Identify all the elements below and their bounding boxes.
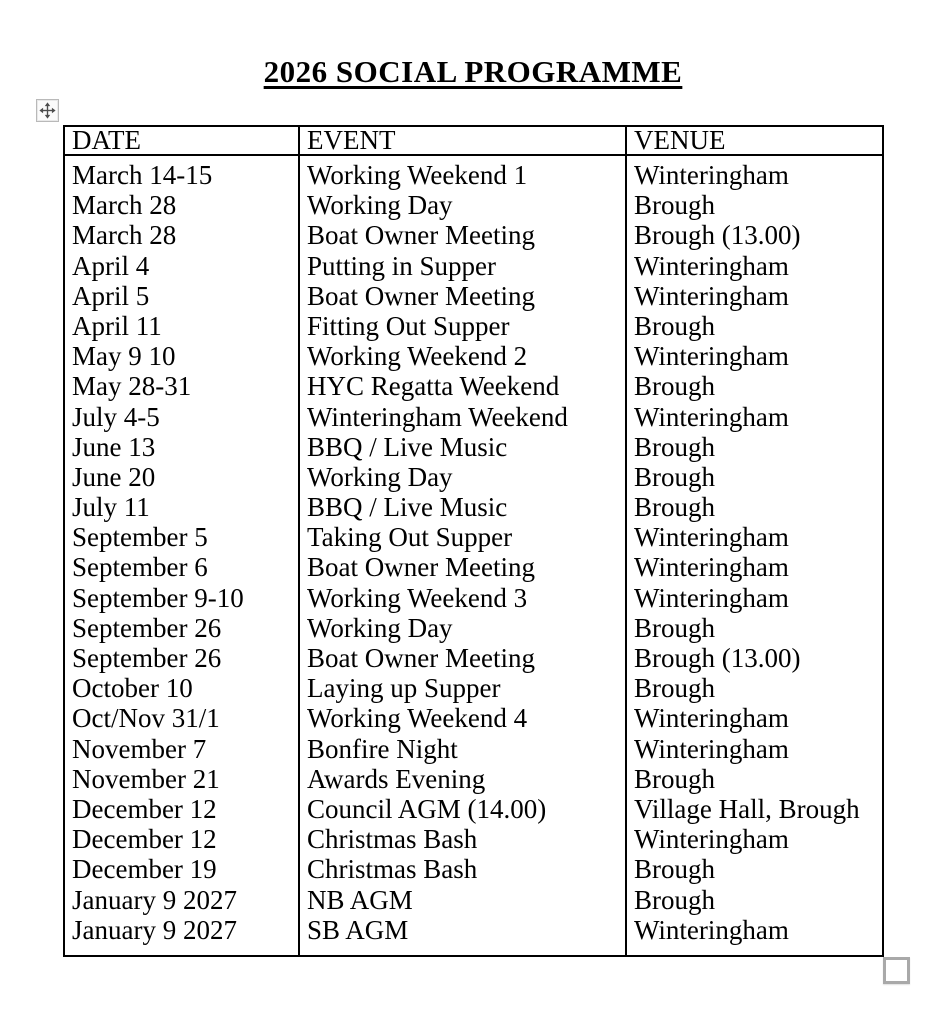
cell-line: March 28	[72, 190, 177, 221]
cell-line: June 20	[72, 461, 156, 492]
cell-line: Taking Out Supper	[307, 522, 513, 553]
venue-column	[626, 155, 883, 956]
cell-line: Laying up Supper	[307, 673, 501, 704]
cell-line: Boat Owner Meeting	[307, 220, 535, 251]
cell-line: March 28	[72, 220, 177, 251]
date-column	[64, 155, 299, 956]
cell-line: Winteringham	[634, 280, 789, 311]
cell-line: Boat Owner Meeting	[307, 552, 535, 583]
cell-line: November 21	[72, 763, 220, 794]
cell-line: October 10	[72, 673, 193, 704]
cell-line: July 11	[72, 492, 150, 523]
cell-line: Working Day	[307, 190, 453, 221]
cell-line: September 6	[72, 552, 208, 583]
cell-line: Winteringham	[634, 824, 789, 855]
cell-line: HYC Regatta Weekend	[307, 371, 560, 402]
cell-line: Brough	[634, 854, 715, 885]
cell-line: Brough	[634, 461, 715, 492]
cell-line: Christmas Bash	[307, 824, 478, 855]
move-cross-icon	[39, 102, 56, 119]
cell-line: Winteringham	[634, 250, 789, 281]
cell-line: Brough (13.00)	[634, 643, 801, 673]
cell-line: November 7	[72, 733, 207, 764]
cell-line: January 9 2027	[72, 884, 237, 915]
cell-line: May 28-31	[72, 371, 192, 402]
cell-line: Working Weekend 4	[307, 703, 528, 734]
page-title-text: 2026 SOCIAL PROGRAMME	[263, 54, 683, 89]
cell-line: Winteringham	[634, 582, 789, 613]
cell-line: Village Hall, Brough	[634, 793, 860, 824]
cell-line: Winteringham	[634, 703, 789, 734]
cell-line: Working Weekend 3	[307, 582, 528, 613]
cell-line: December 12	[72, 793, 217, 824]
column-header-date: DATE	[64, 126, 299, 155]
cell-line: Brough	[634, 310, 715, 341]
cell-line: Working Weekend 2	[307, 341, 528, 372]
cell-line: April 11	[72, 310, 162, 341]
cell-line: Working Day	[307, 461, 453, 492]
cell-line: NB AGM	[307, 884, 413, 915]
cell-line: Brough	[634, 763, 715, 794]
event-column	[299, 155, 626, 956]
cell-line: September 5	[72, 522, 208, 553]
cell-line: Winteringham	[634, 914, 789, 945]
cell-line: January 9 2027	[72, 914, 237, 945]
social-programme-table	[63, 125, 884, 957]
cell-line: Winteringham	[634, 552, 789, 583]
cell-line: Christmas Bash	[307, 854, 478, 885]
cell-line: Fitting Out Supper	[307, 310, 510, 341]
cell-line: BBQ / Live Music	[307, 492, 508, 523]
cell-line: September 26	[72, 612, 222, 643]
header-row	[64, 126, 883, 155]
cell-line: Brough	[634, 371, 715, 402]
cell-line: December 19	[72, 854, 217, 885]
cell-line: December 12	[72, 824, 217, 855]
cell-line: Winteringham	[634, 401, 789, 432]
cell-line: July 4-5	[72, 401, 160, 432]
cell-line: Awards Evening	[307, 763, 486, 794]
table-resize-handle[interactable]	[883, 957, 910, 984]
cell-line: September 9-10	[72, 582, 244, 613]
cell-line: Bonfire Night	[307, 733, 458, 764]
page-title	[0, 54, 946, 90]
cell-line: Working Weekend 1	[307, 160, 528, 190]
cell-line: Winteringham Weekend	[307, 401, 568, 432]
cell-line: Brough (13.00)	[634, 220, 801, 251]
cell-line: April 5	[72, 280, 150, 311]
column-header-venue: VENUE	[626, 126, 883, 155]
cell-line: Winteringham	[634, 522, 789, 553]
cell-line: Winteringham	[634, 733, 789, 764]
body-row	[64, 155, 883, 956]
cell-line: April 4	[72, 250, 150, 281]
cell-line: Brough	[634, 492, 715, 523]
cell-line: Brough	[634, 673, 715, 704]
cell-line: Putting in Supper	[307, 250, 497, 281]
column-header-event: EVENT	[299, 126, 626, 155]
cell-line: March 14-15	[72, 160, 213, 190]
cell-line: Council AGM (14.00)	[307, 793, 547, 824]
cell-line: SB AGM	[307, 914, 409, 945]
cell-line: May 9 10	[72, 341, 176, 372]
cell-line: Winteringham	[634, 341, 789, 372]
cell-line: Winteringham	[634, 160, 789, 190]
cell-line: Boat Owner Meeting	[307, 280, 535, 311]
cell-line: Brough	[634, 884, 715, 915]
cell-line: Brough	[634, 190, 715, 221]
cell-line: Working Day	[307, 612, 453, 643]
cell-line: September 26	[72, 643, 222, 673]
cell-line: Brough	[634, 612, 715, 643]
cell-line: Boat Owner Meeting	[307, 643, 535, 673]
cell-line: June 13	[72, 431, 156, 462]
cell-line: Oct/Nov 31/1	[72, 703, 220, 734]
table-move-handle[interactable]	[36, 99, 59, 122]
cell-line: BBQ / Live Music	[307, 431, 508, 462]
cell-line: Brough	[634, 431, 715, 462]
